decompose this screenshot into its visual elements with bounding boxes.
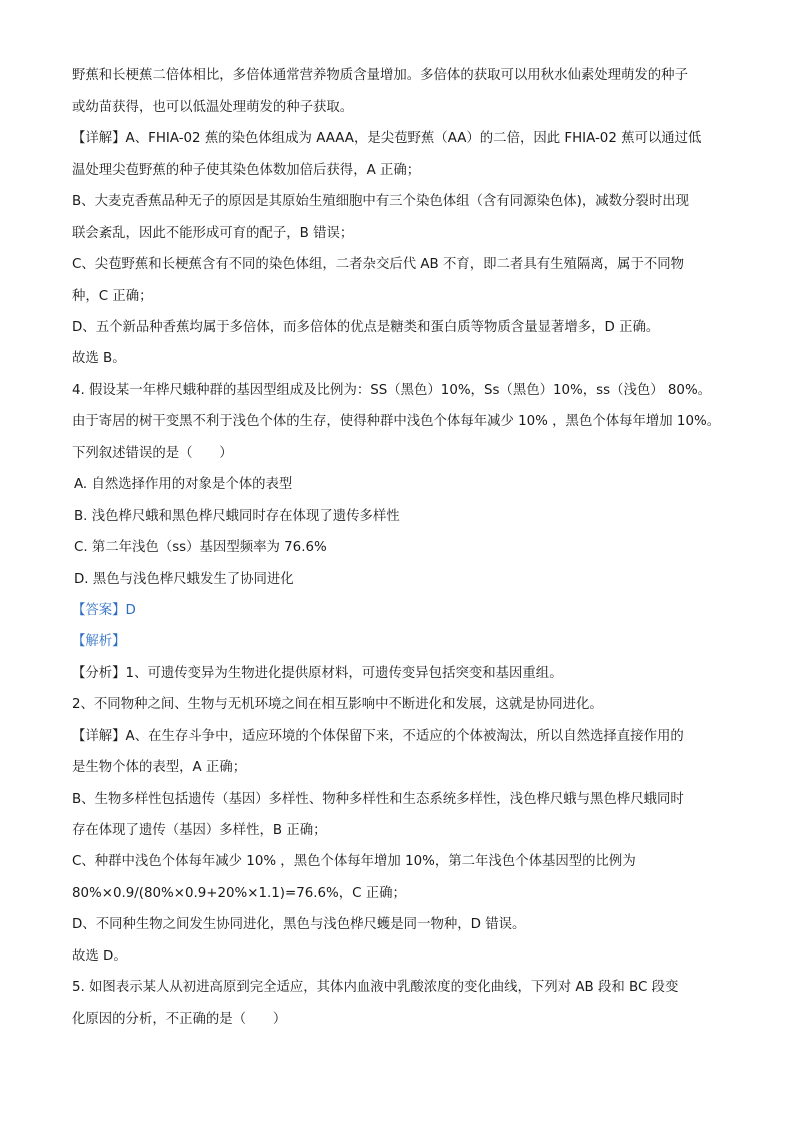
question-5-stem: 5. 如图表示某人从初进高原到完全适应，其体内血液中乳酸浓度的变化曲线，下列对 AB 段和 BC 段变 (72, 980, 679, 995)
text-line: C、种群中浅色个体每年减少 10% ，黑色个体每年增加 10%，第二年浅色个体基因型的比例为 (72, 854, 636, 869)
text-line: 故选 B。 (72, 351, 126, 366)
text-line: 联会紊乱，因此不能形成可育的配子，B 错误； (72, 226, 354, 241)
text-line: 由于寄居的树干变黑不利于浅色个体的生存，使得种群中浅色个体每年减少 10% ，黑色个体每年增加 10%。 (72, 414, 721, 429)
text-line: 2、不同物种之间、生物与无机环境之间在相互影响中不断进化和发展，这就是协同进化。 (72, 697, 603, 712)
text-line: B、大麦克香蕉品种无子的原因是其原始生殖细胞中有三个染色体组（含有同源染色体)，减数分裂时出现 (72, 194, 689, 209)
option-b: B. 浅色桦尺蛾和黑色桦尺蛾同时存在体现了遗传多样性 (74, 509, 400, 524)
text-line: 下列叙述错误的是（ ） (72, 446, 233, 461)
text-line: B、生物多样性包括遗传（基因）多样性、物种多样性和生态系统多样性，浅色桦尺蛾与黑色桦尺蛾同时 (72, 792, 684, 807)
text-line: 野蕉和长梗蕉二倍体相比，多倍体通常营养物质含量增加。多倍体的获取可以用秋水仙素处理萌发的种子 (72, 68, 688, 83)
text-line: 温处理尖苞野蕉的种子使其染色体数加倍后获得，A 正确； (72, 163, 421, 178)
answer-label: 【答案】D (72, 603, 136, 618)
text-line: D、五个新品种香蕉均属于多倍体，而多倍体的优点是糖类和蛋白质等物质含量显著增多，D 正确。 (72, 320, 660, 335)
text-line: 或幼苗获得，也可以低温处理萌发的种子获取。 (72, 100, 354, 115)
text-line: 【详解】A、在生存斗争中，适应环境的个体保留下来，不适应的个体被淘汰，所以自然选择直接作用的 (72, 729, 684, 744)
option-d: D. 黑色与浅色桦尺蛾发生了协同进化 (74, 572, 294, 587)
text-line: 种，C 正确； (72, 289, 153, 304)
text-line: D、不同种生物之间发生协同进化，黑色与浅色桦尺蠖是同一物种，D 错误。 (72, 917, 526, 932)
text-line: C、尖苞野蕉和长梗蕉含有不同的染色体组，二者杂交后代 AB 不育，即二者具有生殖隔离，属于不同物 (72, 257, 685, 272)
option-a: A. 自然选择作用的对象是个体的表型 (74, 477, 293, 492)
text-line: 【分析】1、可遗传变异为生物进化提供原材料，可遗传变异包括突变和基因重组。 (72, 666, 563, 681)
analysis-label: 【解析】 (72, 634, 126, 649)
option-c: C. 第二年浅色（ss）基因型频率为 76.6% (74, 540, 327, 555)
text-line: 【详解】A、FHIA-02 蕉的染色体组成为 AAAA，是尖苞野蕉（AA）的二倍，因此 FHIA-02 蕉可以通过低 (72, 131, 702, 146)
formula-line: 80%×0.9/(80%×0.9+20%×1.1)=76.6%，C 正确； (72, 886, 406, 901)
text-line: 故选 D。 (72, 949, 127, 964)
text-line: 是生物个体的表型，A 正确； (72, 760, 247, 775)
text-line: 存在体现了遗传（基因）多样性，B 正确； (72, 823, 327, 838)
question-4-stem: 4. 假设某一年桦尺蛾种群的基因型组成及比例为：SS（黑色）10%，Ss（黑色）10%，ss（浅色） 80%。 (72, 383, 712, 398)
text-line: 化原因的分析，不正确的是（ ） (72, 1012, 287, 1027)
